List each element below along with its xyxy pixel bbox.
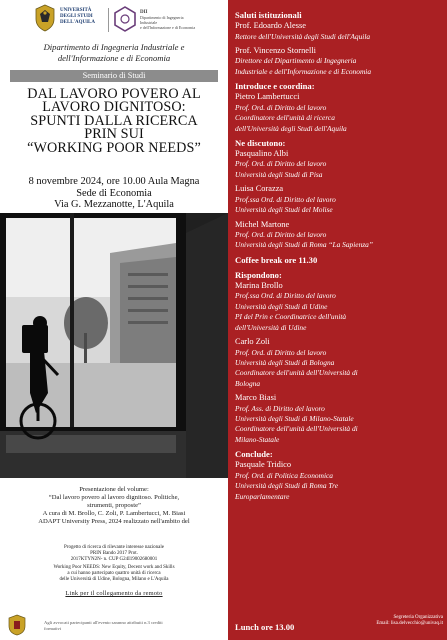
speaker-role: Prof. Ord. di Diritto del lavoro [235, 159, 327, 169]
coffee-break: Coffee break ore 11.30 [235, 254, 318, 265]
logos [34, 4, 204, 36]
secretariat-email[interactable]: Email: lisa.delvecchio@univaq.it [376, 621, 443, 626]
event-address: Via G. Mezzanotte, L'Aquila [54, 199, 174, 210]
speaker-name: Pasquale Tridico [235, 460, 292, 470]
presentation-line: ADAPT University Press, 2024 realizzato nell'ambito del [38, 518, 190, 525]
speaker-role: PI del Prin e Coordinatrice dell'unità [235, 312, 347, 322]
program-column [228, 0, 447, 640]
title-line: DAL LAVORO POVERO AL [27, 86, 201, 102]
speaker-role: Bologna [235, 378, 261, 388]
section-heading: Saluti istituzionali [235, 10, 302, 20]
speaker-name: Prof. Edoardo Alesse [235, 21, 306, 30]
speaker-role: Università degli Studi di Roma “La Sapienza” [235, 240, 373, 250]
speaker-role: Prof. Ord. di Diritto del lavoro [235, 347, 327, 357]
dii-text [140, 10, 200, 30]
university-name-line: DELL'AQUILA [60, 20, 96, 25]
event-date: 8 novembre 2024, ore 10.00 Aula Magna [28, 176, 200, 187]
speaker-role: Milano-Statale [235, 434, 280, 444]
secretariat-label: Segreteria Organizzativa [393, 615, 443, 620]
lunch-time: Lunch ore 13.00 [235, 622, 295, 632]
dii-line: Dipartimento di Ingegneria Industriale [140, 15, 184, 25]
department-line: dell'Informazione e di Economia [57, 53, 171, 63]
university-crest-icon [34, 4, 56, 32]
speaker-name: Carlo Zoli [235, 337, 270, 346]
presentation-line: Presentazione del volume: [79, 486, 149, 493]
university-name [60, 8, 106, 26]
dii-logo-icon [114, 6, 136, 32]
speaker-name: Prof. Vincenzo Stornelli [235, 45, 316, 55]
speaker-role: Università degli Studi di Pisa [235, 169, 323, 179]
section-heading: Ne discutono: [235, 137, 286, 148]
presentation-line: A cura di M. Brollo, C. Zoli, P. Lambertucci, M. Biasi [42, 510, 186, 517]
speaker-name: Marco Biasi [235, 393, 277, 403]
title-line: SPUNTI DALLA RICERCA [30, 112, 198, 129]
speaker-role: Direttore del Dipartimento di Ingegneria [235, 56, 357, 66]
dii-line: e dell'Informazione e di Economia [140, 25, 196, 30]
speaker-role: Università degli Studi di Udine [235, 301, 328, 311]
project-line: 2017KTYN2N- n. CUP G24I19002680001 [70, 557, 158, 562]
dii-acronym: DII [140, 10, 148, 15]
speaker-name: Pietro Lambertucci [235, 92, 300, 102]
speaker-role: Università degli Studi di Roma Tre [235, 481, 338, 491]
speaker-role: Prof.ssa Ord. di Diritto del lavoro [235, 291, 336, 301]
speaker-role: Coordinatore dell'unità di ricerca [235, 113, 335, 123]
speaker-name: Michel Martone [235, 219, 290, 229]
credits-note: Agli avvocati partecipanti all'evento saranno attribuiti n.3 crediti formativi [44, 620, 163, 631]
seminar-label: Seminario di Studi [10, 70, 218, 82]
speaker-role: Prof. Ord. di Diritto del lavoro [235, 102, 327, 112]
title-line: PRIN SUI [84, 126, 144, 143]
project-line: PRIN Bando 2017 Prot. [90, 551, 138, 556]
seminar-title [0, 88, 228, 155]
speaker-role: Coordinatore dell'unità dell'Università di [235, 424, 358, 434]
title-line: “WORKING POOR NEEDS” [27, 139, 201, 156]
speaker-role: Università degli Studi del Molise [235, 205, 333, 215]
speaker-role: Prof. Ord. di Diritto del lavoro [235, 230, 327, 240]
section-heading: Conclude: [235, 449, 273, 460]
working-poor-line: a cui hanno partecipato quattro unità di ricerca [67, 571, 161, 576]
speaker-role: Coordinatore dell'unità dell'Università di [235, 368, 358, 378]
speaker-name: Marina Brollo [235, 280, 283, 290]
working-poor-needs-info [0, 565, 228, 583]
speaker-name: Luisa Corazza [235, 184, 284, 194]
university-name-line: UNIVERSITÀ [60, 8, 92, 13]
book-presentation [0, 486, 228, 526]
event-details [0, 176, 228, 211]
speaker-role: dell'Università degli Studi dell'Aquila [235, 123, 347, 133]
project-info [0, 545, 228, 563]
section-heading: Rispondono: [235, 269, 282, 280]
working-poor-line: Working Poor NEEDS: New Equity, Decent work and Skills [53, 565, 175, 570]
secretariat [376, 615, 443, 627]
bar-association-crest-icon [8, 614, 26, 636]
event-venue: Sede di Economia [76, 187, 152, 199]
speaker-name: Pasqualino Albi [235, 148, 289, 158]
speaker-role: Europarlamentare [235, 491, 290, 501]
working-poor-line: delle Università di Udine, Bologna, Milano e L'Aquila [59, 577, 169, 582]
speaker-role: Prof.ssa Ord. di Diritto del lavoro [235, 194, 336, 204]
presentation-line: strumenti, proposte” [87, 502, 141, 509]
speaker-role: Prof. Ass. di Diritto del lavoro [235, 403, 325, 413]
university-name-line: DEGLI STUDI [60, 14, 93, 19]
department-name [0, 42, 228, 64]
presentation-line: “Dal lavoro povero al lavoro dignitoso. Politiche, [48, 494, 180, 501]
department-line: Dipartimento di Ingegneria Industriale e [43, 42, 185, 52]
title-line: LAVORO DIGNITOSO: [42, 99, 186, 116]
logo-separator [108, 8, 109, 32]
cyclist-photo [0, 213, 228, 478]
section-heading: Introduce e coordina: [235, 81, 315, 92]
program-list [235, 10, 443, 502]
speaker-role: dell'Università di Udine [235, 322, 307, 332]
project-line: Progetto di ricerca di rilevante interesse nazionale [64, 545, 164, 550]
speaker-role: Rettore dell'Università degli Studi dell'Aquila [235, 31, 371, 41]
remote-link[interactable]: Link per il collegamento da remoto [65, 590, 163, 597]
speaker-role: Industriale e dell'Informazione e di Economia [235, 66, 372, 76]
speaker-role: Università degli Studi di Milano-Statale [235, 414, 354, 424]
speaker-role: Università degli Studi di Bologna [235, 357, 335, 367]
speaker-role: Prof. Ord. di Politica Economica [235, 470, 333, 480]
